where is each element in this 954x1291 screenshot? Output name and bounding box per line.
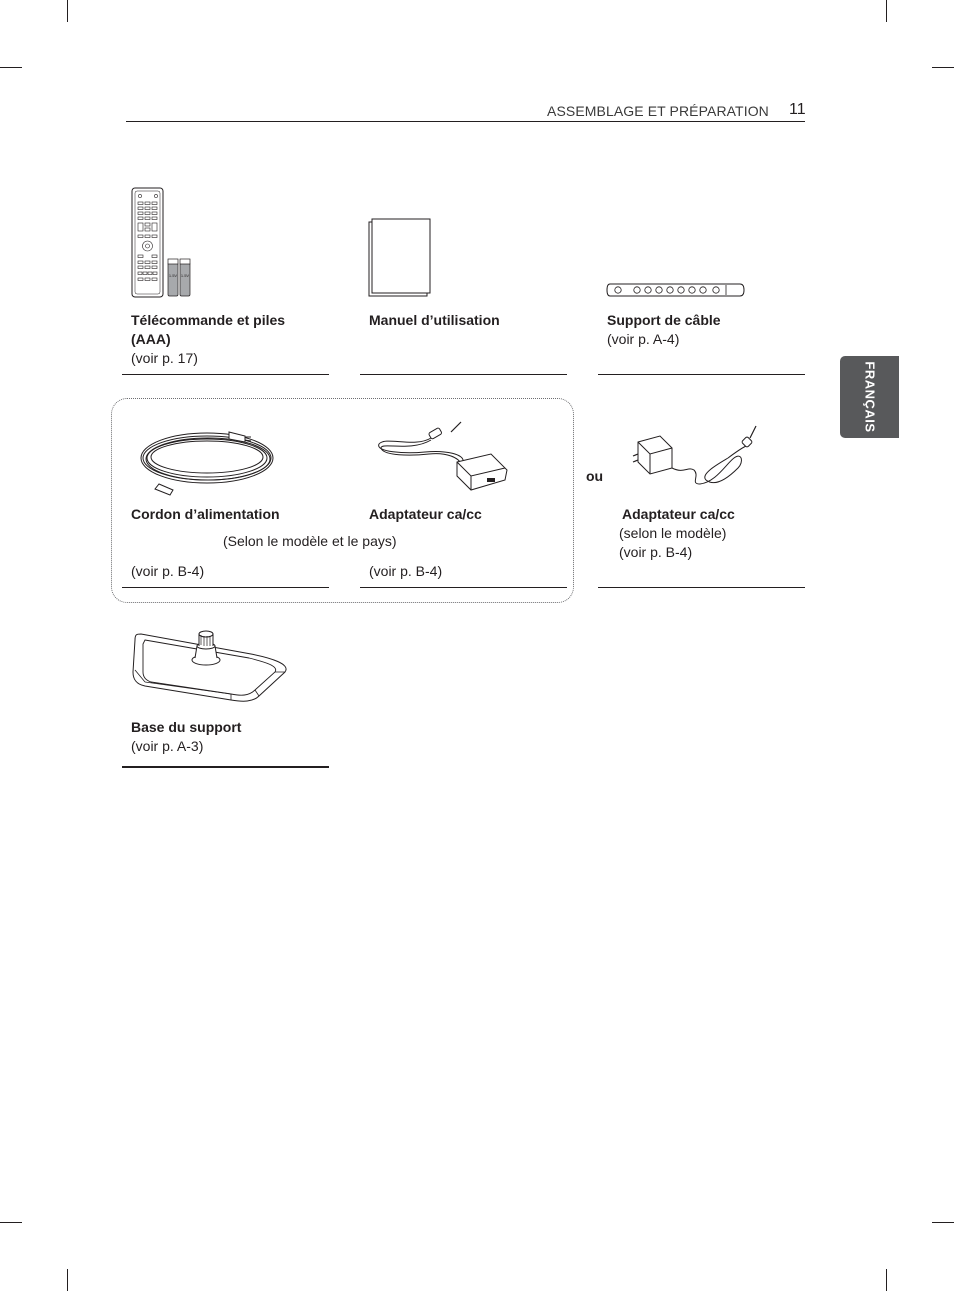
section-title: ASSEMBLAGE ET PRÉPARATION <box>547 103 769 119</box>
group-note: (Selon le modèle et le pays) <box>223 533 397 549</box>
ac-adapter-icon <box>375 418 510 494</box>
battery-label: 1.5V <box>180 273 190 278</box>
stand-base-ref: (voir p. A-3) <box>131 738 204 754</box>
adapter-1-ref: (voir p. B-4) <box>369 563 443 579</box>
power-cord-ref: (voir p. B-4) <box>131 563 205 579</box>
item-rule <box>598 587 805 588</box>
wall-adapter-icon <box>630 418 765 490</box>
item-rule <box>122 374 329 375</box>
adapter-2-note: (selon le modèle) <box>619 525 727 541</box>
page-number: 11 <box>789 101 806 118</box>
adapter-1-name: Adaptateur ca/cc <box>369 506 482 522</box>
power-cord-name: Cordon d’alimentation <box>131 506 280 522</box>
item-rule <box>360 374 567 375</box>
power-cord-icon <box>137 424 277 496</box>
remote-ref: (voir p. 17) <box>131 350 198 366</box>
battery-label: 1.5V <box>168 273 178 278</box>
item-rule <box>598 374 805 375</box>
crop-mark <box>67 1269 68 1291</box>
adapter-2-ref: (voir p. B-4) <box>619 544 693 560</box>
stand-base-name: Base du support <box>131 719 242 735</box>
language-tab-label: FRANÇAIS <box>862 361 878 433</box>
header-rule <box>126 121 805 122</box>
item-rule <box>122 587 329 588</box>
crop-mark <box>67 0 68 22</box>
adapter-2-name: Adaptateur ca/cc <box>622 506 735 522</box>
crop-mark <box>0 1222 22 1223</box>
cable-holder-icon <box>606 282 746 298</box>
remote-control-icon <box>130 187 200 299</box>
remote-name-line1: Télécommande et piles <box>131 312 286 328</box>
manual-book-icon <box>368 218 432 298</box>
remote-name-line2: (AAA) <box>131 331 171 347</box>
crop-mark <box>886 1269 887 1291</box>
crop-mark <box>932 1222 954 1223</box>
crop-mark <box>886 0 887 22</box>
crop-mark <box>932 67 954 68</box>
cable-holder-name: Support de câble <box>607 312 721 328</box>
crop-mark <box>0 67 22 68</box>
or-label: ou <box>586 468 604 484</box>
manual-name: Manuel d’utilisation <box>369 312 500 328</box>
cable-holder-ref: (voir p. A-4) <box>607 331 680 347</box>
language-tab <box>840 356 899 438</box>
item-rule <box>122 766 329 768</box>
stand-base-icon <box>131 626 289 706</box>
item-rule <box>360 587 567 588</box>
